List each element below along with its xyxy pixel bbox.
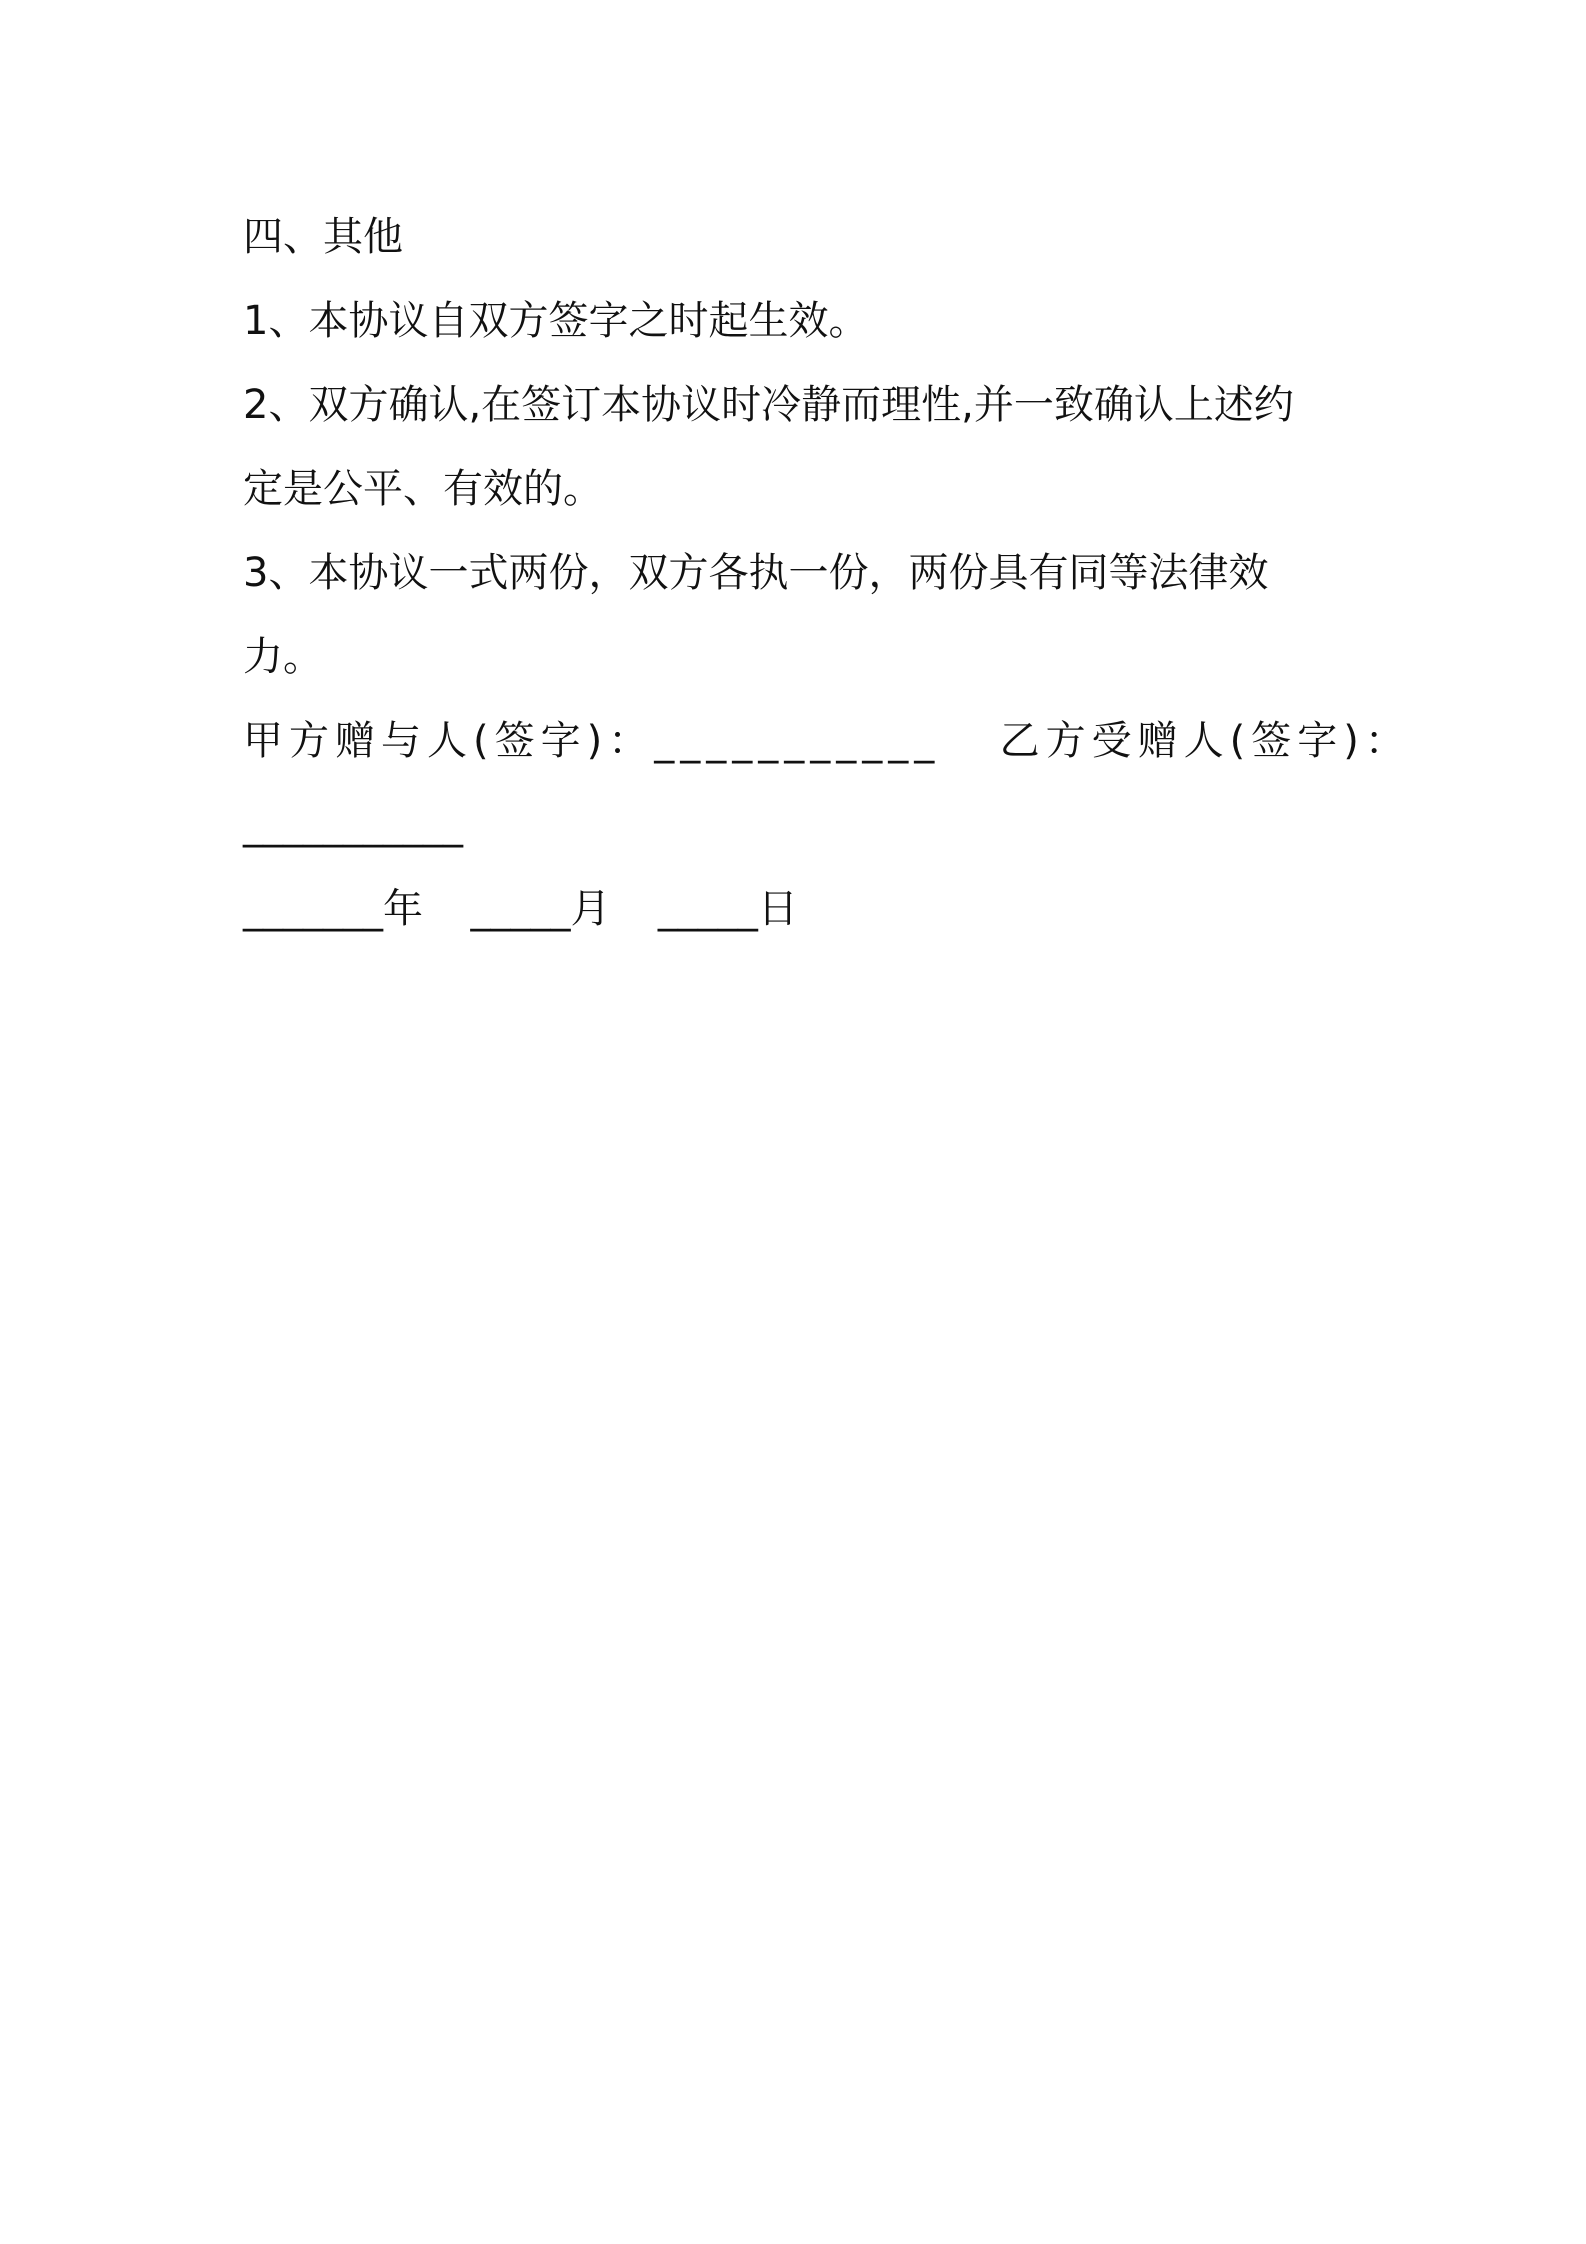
date-day: _____日 [657, 886, 798, 932]
document-body [243, 195, 1411, 951]
party-b-signature-label: 乙方受赠人(签字)： [999, 718, 1411, 764]
clause-3-line-2: 力。 [243, 634, 323, 680]
clause-2-line-2: 定是公平、有效的。 [243, 466, 603, 512]
party-a-signature: 甲方赠与人(签字)：___________ [243, 718, 941, 764]
clause-2-line-1: 2、双方确认,在签订本协议时冷静而理性,并一致确认上述约 [243, 382, 1294, 428]
date-year: _______年 [243, 886, 423, 932]
date-month: _____月 [470, 886, 611, 932]
clause-3-line-1: 3、本协议一式两份，双方各执一份，两份具有同等法律效 [243, 550, 1269, 596]
section-heading: 四、其他 [243, 214, 403, 260]
party-b-signature-blank: ___________ [243, 802, 463, 848]
signature-row [243, 699, 1411, 783]
clause-1: 1、本协议自双方签字之时起生效。 [243, 298, 869, 344]
date-row [243, 867, 1363, 951]
